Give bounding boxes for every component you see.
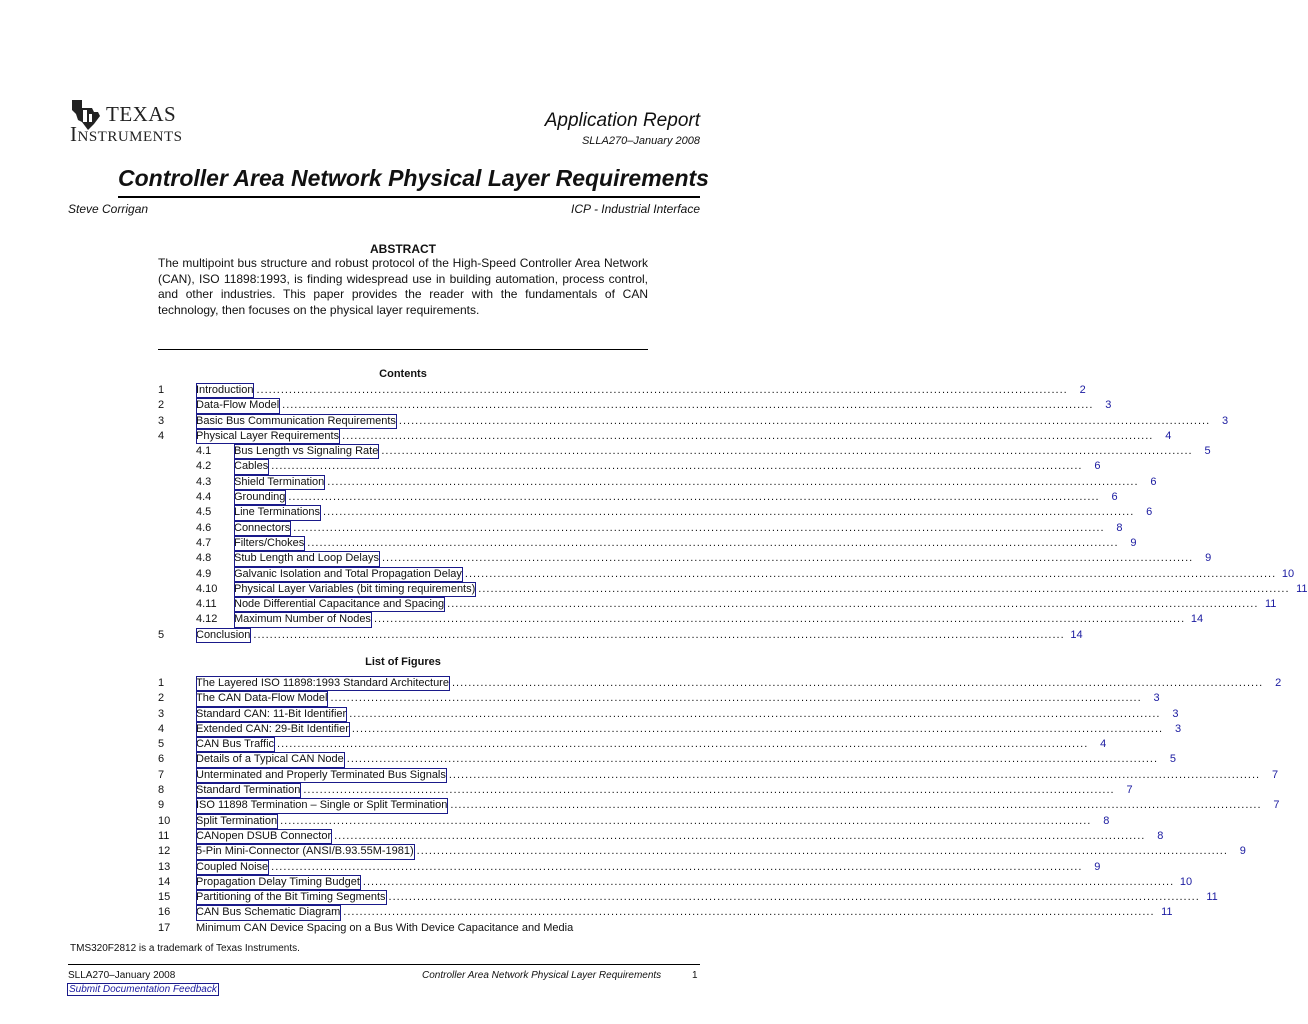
- contents-row[interactable]: [158, 567, 1295, 582]
- page-title: Controller Area Network Physical Layer Requirements: [118, 165, 709, 191]
- entry-number: 4.9: [196, 567, 212, 580]
- figure-row[interactable]: [158, 768, 1279, 783]
- entry-link[interactable]: Partitioning of the Bit Timing Segments: [196, 890, 387, 905]
- entry-link[interactable]: The CAN Data-Flow Model: [196, 691, 328, 706]
- figure-row[interactable]: [158, 905, 1173, 920]
- submit-feedback-link[interactable]: Submit Documentation Feedback: [69, 984, 217, 995]
- entry-link[interactable]: Grounding: [234, 490, 286, 505]
- entry-page-link[interactable]: 5: [1204, 445, 1211, 458]
- contents-rule: [158, 349, 648, 350]
- figure-row[interactable]: [158, 844, 1246, 859]
- entry-link[interactable]: Connectors: [234, 521, 291, 536]
- contents-list: [158, 383, 1308, 643]
- entry-link[interactable]: Node Differential Capacitance and Spacing: [234, 597, 445, 612]
- entry-link[interactable]: Split Termination: [196, 814, 278, 829]
- entry-number: 4.10: [196, 582, 218, 595]
- entry-number: 5: [158, 738, 165, 751]
- entry-number: 4.6: [196, 521, 212, 534]
- footer-doc-id: SLLA270–January 2008: [68, 970, 176, 981]
- contents-row[interactable]: [158, 414, 1229, 429]
- entry-page-link[interactable]: 6: [1146, 506, 1153, 519]
- figures-list: [158, 676, 1282, 936]
- entry-number: 2: [158, 692, 165, 705]
- dot-leader: ........................................................................................................................................................................................................: [381, 445, 1193, 458]
- entry-link[interactable]: ISO 11898 Termination – Single or Split Termination: [196, 798, 448, 813]
- entry-link[interactable]: Stub Length and Loop Delays: [234, 551, 380, 566]
- entry-page-link[interactable]: 6: [1094, 460, 1101, 473]
- entry-link[interactable]: Conclusion: [196, 628, 251, 643]
- contents-row[interactable]: [158, 429, 1172, 444]
- trademark-note: TMS320F2812 is a trademark of Texas Instruments.: [70, 943, 300, 954]
- entry-number: 6: [158, 753, 165, 766]
- entry-page-link[interactable]: 9: [1094, 860, 1101, 873]
- abstract-heading: ABSTRACT: [370, 242, 436, 256]
- abstract-text: The multipoint bus structure and robust protocol of the High-Speed Controller Area Network (CAN), ISO 11898:1993, is finding widespread use in building automation, process control, and other industries. This paper provides the reader with the fundamentals of CAN technology, then focuses on the physical layer requirements.: [158, 256, 648, 317]
- figure-row[interactable]: [158, 676, 1282, 691]
- entry-page-link[interactable]: 14: [1190, 613, 1204, 626]
- entry-link[interactable]: Extended CAN: 29-Bit Identifier: [196, 722, 350, 737]
- entry-page-link[interactable]: 3: [1172, 707, 1179, 720]
- entry-page-link[interactable]: 9: [1205, 552, 1212, 565]
- dot-leader: ........................................................................................................................................................................................................: [277, 738, 1089, 751]
- entry-number: 8: [158, 784, 165, 797]
- entry-link[interactable]: CANopen DSUB Connector: [196, 829, 332, 844]
- dot-leader: ........................................................................................................................................................................................................: [398, 414, 1211, 427]
- entry-link[interactable]: Standard Termination: [196, 783, 301, 798]
- figure-row[interactable]: [158, 737, 1107, 752]
- entry-page-link[interactable]: 2: [1275, 677, 1282, 689]
- dot-leader: ........................................................................................................................................................................................................: [327, 475, 1139, 488]
- entry-link[interactable]: Standard CAN: 11-Bit Identifier: [196, 707, 347, 722]
- dot-leader: ........................................................................................................................................................................................................: [307, 536, 1119, 549]
- dot-leader: ........................................................................................................................................................................................................: [330, 692, 1142, 705]
- entry-number: 5: [158, 628, 165, 641]
- contents-row[interactable]: [158, 628, 1083, 643]
- entry-page-link[interactable]: 3: [1174, 722, 1182, 735]
- dot-leader: ........................................................................................................................................................................................................: [478, 582, 1290, 595]
- dot-leader: ........................................................................................................................................................................................................: [448, 768, 1261, 781]
- entry-number: 2: [158, 399, 165, 412]
- entry-link[interactable]: Coupled Noise: [196, 860, 269, 875]
- entry-number: 3: [158, 414, 165, 427]
- contents-row[interactable]: [158, 505, 1153, 520]
- entry-page-link[interactable]: 7: [1273, 799, 1280, 812]
- entry-link[interactable]: Propagation Delay Timing Budget: [196, 875, 361, 890]
- entry-number: 4.2: [196, 460, 212, 473]
- entry-page-link[interactable]: 6: [1150, 475, 1157, 488]
- logo-text-instruments: Instruments: [70, 122, 183, 146]
- entry-number: 4.1: [196, 445, 212, 458]
- dot-leader: ........................................................................................................................................................................................................: [293, 521, 1105, 534]
- entry-page-link[interactable]: 4: [1165, 429, 1172, 442]
- entry-page-link[interactable]: 10: [1179, 875, 1193, 888]
- figure-row[interactable]: [158, 860, 1101, 875]
- dot-leader: ........................................................................................................................................................................................................: [346, 753, 1158, 766]
- entry-number: 1: [158, 384, 165, 396]
- entry-page-link[interactable]: 14: [1070, 628, 1083, 641]
- entry-number: 7: [158, 768, 165, 781]
- entry-page-link[interactable]: 9: [1130, 536, 1137, 549]
- entry-page-link[interactable]: 11: [1206, 891, 1218, 904]
- contents-row[interactable]: [158, 597, 1277, 612]
- contents-row[interactable]: [158, 444, 1211, 459]
- entry-page-link[interactable]: 8: [1116, 521, 1123, 534]
- dot-leader: ........................................................................................................................................................................................................: [464, 567, 1277, 580]
- entry-page-link[interactable]: 3: [1105, 399, 1112, 412]
- entry-link[interactable]: Unterminated and Properly Terminated Bus Signals: [196, 768, 447, 783]
- figure-row[interactable]: [158, 829, 1164, 844]
- entry-page-link[interactable]: 9: [1239, 845, 1246, 858]
- entry-number: 4.3: [196, 475, 212, 488]
- dot-leader: ........................................................................................................................................................................................................: [343, 906, 1155, 919]
- dot-leader: ........................................................................................................................................................................................................: [288, 491, 1100, 504]
- footer-rule: [68, 964, 700, 965]
- dot-leader: ........................................................................................................................................................................................................: [388, 891, 1200, 904]
- contents-row[interactable]: [158, 521, 1123, 536]
- entry-link[interactable]: Cables: [234, 459, 269, 474]
- entry-link[interactable]: Introduction: [196, 383, 254, 398]
- entry-link[interactable]: Line Terminations: [234, 505, 321, 520]
- dot-leader: ........................................................................................................................................................................................................: [349, 707, 1161, 720]
- entry-number: 17: [158, 921, 171, 934]
- contents-heading: Contents: [379, 368, 427, 380]
- entry-link[interactable]: Basic Bus Communication Requirements: [196, 414, 397, 429]
- dot-leader: ........................................................................................................................................................................................................: [282, 399, 1094, 412]
- entry-page-link[interactable]: 8: [1103, 814, 1110, 827]
- entry-number: 13: [158, 860, 171, 873]
- entry-number: 4.7: [196, 536, 212, 549]
- entry-page-link[interactable]: 3: [1222, 414, 1229, 427]
- contents-row[interactable]: [158, 383, 1086, 398]
- dot-leader: ........................................................................................................................................................................................................: [271, 460, 1083, 473]
- dot-leader: ........................................................................................................................................................................................................: [253, 628, 1065, 641]
- footer-page-number: 1: [692, 970, 698, 981]
- entry-link[interactable]: CAN Bus Schematic Diagram: [196, 905, 341, 920]
- entry-number: 16: [158, 906, 171, 919]
- entry-number: 15: [158, 891, 171, 904]
- entry-link[interactable]: Details of a Typical CAN Node: [196, 752, 345, 767]
- entry-number: 4: [158, 429, 165, 442]
- entry-page-link[interactable]: 7: [1271, 768, 1279, 781]
- entry-link[interactable]: Maximum Number of Nodes: [234, 612, 372, 627]
- entry-link[interactable]: Physical Layer Requirements: [196, 429, 340, 444]
- entry-link[interactable]: Data-Flow Model: [196, 398, 280, 413]
- entry-number: 4: [158, 722, 165, 735]
- dot-leader: ........................................................................................................................................................................................................: [303, 784, 1115, 797]
- entry-link[interactable]: Physical Layer Variables (bit timing requirements): [234, 582, 476, 597]
- contents-row[interactable]: [158, 398, 1112, 413]
- footer-title: Controller Area Network Physical Layer Requirements: [422, 970, 662, 981]
- dot-leader: ........................................................................................................................................................................................................: [271, 860, 1083, 873]
- title-rule: [118, 196, 700, 198]
- figure-row[interactable]: [158, 814, 1110, 829]
- entry-page-link[interactable]: 6: [1111, 491, 1118, 504]
- entry-number: 3: [158, 707, 165, 720]
- entry-link[interactable]: The Layered ISO 11898:1993 Standard Architecture: [196, 676, 450, 691]
- entry-number: 14: [158, 875, 171, 888]
- contents-row[interactable]: [158, 459, 1101, 474]
- figure-row[interactable]: [158, 921, 648, 936]
- contents-row[interactable]: [158, 551, 1212, 566]
- entry-page-link[interactable]: 7: [1126, 784, 1133, 797]
- dot-leader: ........................................................................................................................................................................................................: [450, 799, 1262, 812]
- contents-row[interactable]: [158, 582, 1308, 597]
- figure-row[interactable]: [158, 707, 1179, 722]
- dot-leader: ........................................................................................................................................................................................................: [342, 429, 1154, 442]
- figure-row[interactable]: [158, 875, 1193, 890]
- department: ICP - Industrial Interface: [571, 202, 700, 216]
- dot-leader: ........................................................................................................................................................................................................: [280, 814, 1092, 827]
- entry-number: 10: [158, 814, 171, 827]
- entry-page-link[interactable]: 8: [1157, 829, 1164, 842]
- figure-row[interactable]: [158, 798, 1280, 813]
- figure-row[interactable]: [158, 722, 1182, 737]
- entry-page-link[interactable]: 11: [1161, 906, 1173, 919]
- report-type: Application Report: [544, 110, 700, 131]
- entry-link[interactable]: Bus Length vs Signaling Rate: [234, 444, 379, 459]
- entry-link[interactable]: Minimum CAN Device Spacing on a Bus With Device Capacitance and Media: [196, 921, 574, 934]
- contents-row[interactable]: [158, 490, 1118, 505]
- dot-leader: ........................................................................................................................................................................................................: [351, 722, 1164, 735]
- dot-leader: ........................................................................................................................................................................................................: [416, 845, 1228, 858]
- entry-number: 1: [158, 677, 165, 689]
- author: Steve Corrigan: [68, 202, 149, 216]
- contents-row[interactable]: [158, 612, 1204, 627]
- entry-number: 11: [158, 829, 170, 842]
- ti-logo: [68, 96, 208, 148]
- dot-leader: ........................................................................................................................................................................................................: [334, 829, 1146, 842]
- entry-number: 4.4: [196, 491, 212, 504]
- entry-number: 12: [158, 845, 171, 858]
- entry-page-link[interactable]: 3: [1153, 692, 1160, 705]
- entry-link[interactable]: 5-Pin Mini-Connector (ANSI/B.93.55M-1981): [196, 844, 415, 859]
- entry-link[interactable]: Galvanic Isolation and Total Propagation Delay: [234, 567, 463, 582]
- dot-leader: ........................................................................................................................................................................................................: [381, 552, 1194, 565]
- dot-leader: ........................................................................................................................................................................................................: [373, 613, 1186, 626]
- figure-row[interactable]: [158, 783, 1133, 798]
- figures-heading: List of Figures: [365, 656, 441, 668]
- entry-page-link[interactable]: 2: [1079, 384, 1086, 396]
- dot-leader: ........................................................................................................................................................................................................: [447, 598, 1259, 611]
- entry-page-link[interactable]: 4: [1100, 738, 1107, 751]
- figure-row[interactable]: [158, 691, 1160, 706]
- entry-page-link[interactable]: 11: [1264, 598, 1277, 611]
- doc-id: SLLA270–January 2008: [581, 135, 700, 147]
- logo-text-texas: TEXAS: [106, 102, 177, 126]
- entry-number: 4.11: [196, 598, 217, 611]
- entry-page-link[interactable]: 5: [1169, 753, 1176, 766]
- entry-link[interactable]: CAN Bus Traffic: [196, 737, 275, 752]
- entry-number: 4.5: [196, 506, 212, 519]
- entry-page-link[interactable]: 10: [1281, 567, 1295, 580]
- entry-number: 4.12: [196, 613, 218, 626]
- figure-row[interactable]: [158, 890, 1218, 905]
- entry-link[interactable]: Filters/Chokes: [234, 536, 305, 551]
- contents-row[interactable]: [158, 475, 1157, 490]
- entry-number: 9: [158, 799, 165, 812]
- dot-leader: ........................................................................................................................................................................................................: [256, 384, 1068, 396]
- dot-leader: ........................................................................................................................................................................................................: [323, 506, 1135, 519]
- entry-page-link[interactable]: 11: [1296, 582, 1308, 595]
- entry-number: 4.8: [196, 552, 212, 565]
- entry-link[interactable]: Shield Termination: [234, 475, 325, 490]
- figure-row[interactable]: [158, 752, 1176, 767]
- contents-row[interactable]: [158, 536, 1137, 551]
- dot-leader: ........................................................................................................................................................................................................: [451, 677, 1264, 689]
- dot-leader: ........................................................................................................................................................................................................: [362, 875, 1175, 888]
